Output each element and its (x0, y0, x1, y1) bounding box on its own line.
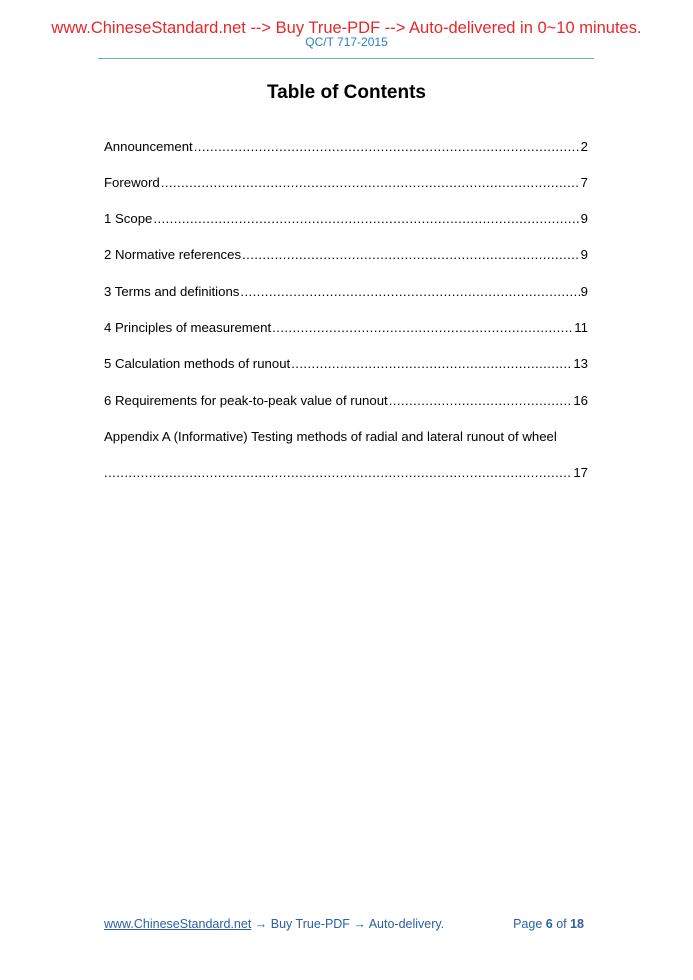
toc-entry-scope[interactable] (104, 210, 588, 228)
toc-leader-dots (291, 355, 572, 373)
toc-entry-label: Foreword (104, 175, 160, 190)
toc-entry-page: 13 (573, 356, 588, 371)
toc-entry-principles-of-measurement[interactable] (104, 319, 588, 337)
toc-entry-foreword[interactable] (104, 174, 588, 192)
toc-entry-page: 17 (573, 465, 588, 480)
toc-leader-dots (389, 392, 573, 410)
current-page-number: 6 (545, 917, 553, 931)
toc-leader-dots (104, 464, 572, 482)
toc-entry-page: 11 (574, 320, 588, 335)
page-indicator (513, 915, 584, 933)
page-title: Table of Contents (266, 82, 427, 103)
toc-leader-dots (240, 283, 579, 301)
toc-entry-requirements[interactable] (104, 392, 588, 410)
toc-entry-page: 9 (580, 211, 588, 226)
footer-site-link[interactable]: www.ChineseStandard.net (104, 917, 252, 931)
toc-leader-dots (153, 210, 579, 228)
toc-entry-normative-references[interactable] (104, 246, 588, 264)
footer-left (104, 915, 444, 933)
toc-entry-appendix-a[interactable] (104, 464, 588, 482)
toc-leader-dots (272, 319, 573, 337)
document-number: QC/T 717-2015 (305, 35, 388, 49)
toc-entry-label: 1 Scope (104, 211, 153, 226)
toc-entry-calculation-methods[interactable] (104, 355, 588, 373)
toc-entry-page: 2 (580, 139, 588, 154)
toc-entry-label: 5 Calculation methods of runout (104, 356, 291, 371)
toc-entry-label: Announcement (104, 139, 193, 154)
toc-entry-page: 9 (580, 247, 588, 262)
toc-entry-page: 16 (573, 393, 588, 408)
toc-entry-page: 9 (580, 284, 588, 299)
toc-leader-dots (194, 138, 580, 156)
toc-entry-label: 3 Terms and definitions (104, 284, 240, 299)
toc-leader-dots (161, 174, 580, 192)
page-footer (104, 915, 588, 933)
header-divider (98, 58, 594, 59)
page-prefix: Page (513, 917, 546, 931)
toc-entry-appendix-a-label[interactable]: Appendix A (Informative) Testing methods of radial and lateral runout of wheel (104, 429, 557, 444)
toc-leader-dots (242, 246, 580, 264)
toc-entry-announcement[interactable] (104, 138, 588, 156)
toc-entry-page: 7 (580, 175, 588, 190)
page-of-label: of (552, 917, 571, 931)
total-page-number: 18 (570, 917, 584, 931)
toc-entry-label: 2 Normative references (104, 247, 242, 262)
toc-entry-terms-and-definitions[interactable] (104, 283, 588, 301)
footer-tagline: → Buy True-PDF → Auto-delivery. (251, 917, 445, 931)
header-banner[interactable]: www.ChineseStandard.net --> Buy True-PDF --> Auto-delivered in 0~10 minutes. (51, 19, 642, 37)
toc-entry-label: 6 Requirements for peak-to-peak value of runout (104, 393, 388, 408)
toc-entry-label: 4 Principles of measurement (104, 320, 272, 335)
